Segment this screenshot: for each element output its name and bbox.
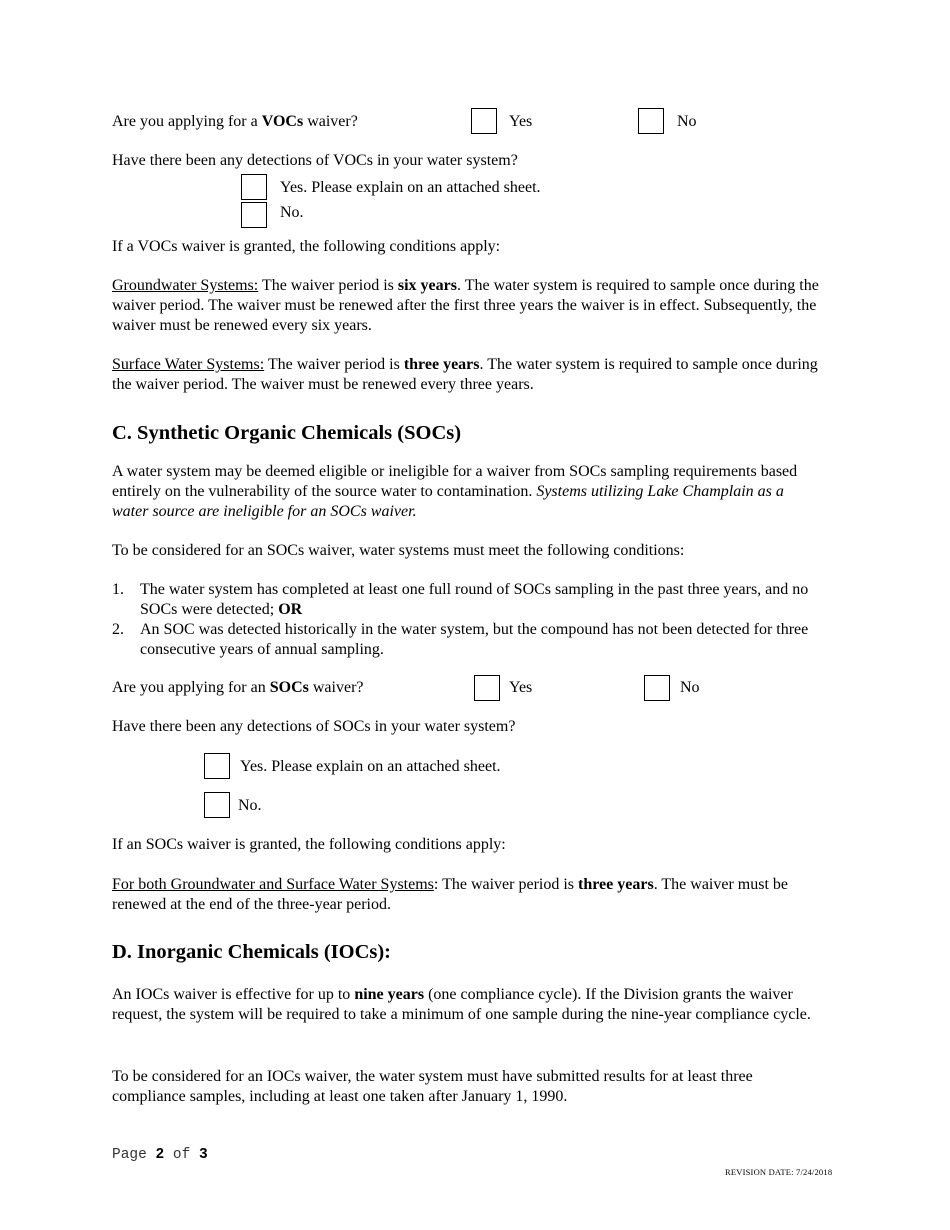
socs-intro-paragraph: A water system may be deemed eligible or ineligible for a waiver from SOCs sampling requirements based entirely on the vulnerability of the source water to contamination. Systems utilizing Lake Champlain as a water source are ineligible for an SOCs waiver. [112,463,798,520]
vocs-detect-no-checkbox[interactable] [241,202,267,228]
vocs-conditions-intro: If a VOCs waiver is granted, the following conditions apply: [112,238,501,255]
socs-waiver-yes-label: Yes [509,679,533,696]
socs-detect-yes-checkbox[interactable] [204,753,230,779]
socs-condition-1: 1. The water system has completed at least one full round of SOCs sampling in the past three years, and no SOCs were detected; OR [112,581,809,618]
socs-condition-2: 2. An SOC was detected historically in the water system, but the compound has not been detected for three consecutive years of annual sampling. [112,621,809,658]
socs-waiver-no-label: No [680,679,700,696]
iocs-paragraph-1: An IOCs waiver is effective for up to nine years (one compliance cycle). If the Division grants the waiver request, the system will be required to take a minimum of one sample during the nine-year compliance cycle. [112,986,811,1023]
both-systems-heading: For both Groundwater and Surface Water Systems [112,876,434,893]
socs-detections-question: Have there been any detections of SOCs in your water system? [112,718,516,735]
vocs-detect-no-label: No. [280,204,304,221]
socs-waiver-no-checkbox[interactable] [644,675,670,701]
socs-detect-no-checkbox[interactable] [204,792,230,818]
socs-waiver-question: Are you applying for an SOCs waiver? [112,679,364,696]
socs-waiver-yes-checkbox[interactable] [474,675,500,701]
vocs-waiver-no-checkbox[interactable] [638,108,664,134]
socs-detect-no-label: No. [238,797,262,814]
socs-conditions-lead: To be considered for an SOCs waiver, water systems must meet the following conditions: [112,542,685,559]
socs-conditions-list [112,580,842,660]
iocs-paragraph-2: To be considered for an IOCs waiver, the water system must have submitted results for at least three compliance samples, including at least one taken after January 1, 1990. [112,1068,753,1105]
vocs-waiver-yes-label: Yes [509,113,533,130]
vocs-groundwater-paragraph: Groundwater Systems: The waiver period is six years. The water system is required to sample once during the waiver period. The waiver must be renewed after the first three years the waiver is in effect. Subsequently, the waiver must be renewed every six years. [112,277,819,334]
page-number: Page 2 of 3 [112,1147,208,1163]
surface-heading: Surface Water Systems: [112,356,265,373]
socs-section-heading: C. Synthetic Organic Chemicals (SOCs) [112,422,462,444]
groundwater-heading: Groundwater Systems: [112,277,259,294]
vocs-waiver-no-label: No [677,113,697,130]
vocs-detect-yes-checkbox[interactable] [241,174,267,200]
iocs-section-heading: D. Inorganic Chemicals (IOCs): [112,941,392,963]
socs-conditions-intro: If an SOCs waiver is granted, the following conditions apply: [112,836,506,853]
vocs-waiver-question: Are you applying for a VOCs waiver? [112,113,358,130]
socs-both-systems-paragraph: For both Groundwater and Surface Water Systems: The waiver period is three years. The waiver must be renewed at the end of the three-year period. [112,876,789,913]
vocs-detect-yes-label: Yes. Please explain on an attached sheet. [280,179,541,196]
vocs-detections-question: Have there been any detections of VOCs in your water system? [112,152,518,169]
vocs-surface-paragraph: Surface Water Systems: The waiver period is three years. The water system is required to sample once during the waiver period. The waiver must be renewed every three years. [112,356,818,393]
revision-date: REVISION DATE: 7/24/2018 [725,1167,833,1177]
socs-detect-yes-label: Yes. Please explain on an attached sheet. [240,758,501,775]
vocs-waiver-yes-checkbox[interactable] [471,108,497,134]
